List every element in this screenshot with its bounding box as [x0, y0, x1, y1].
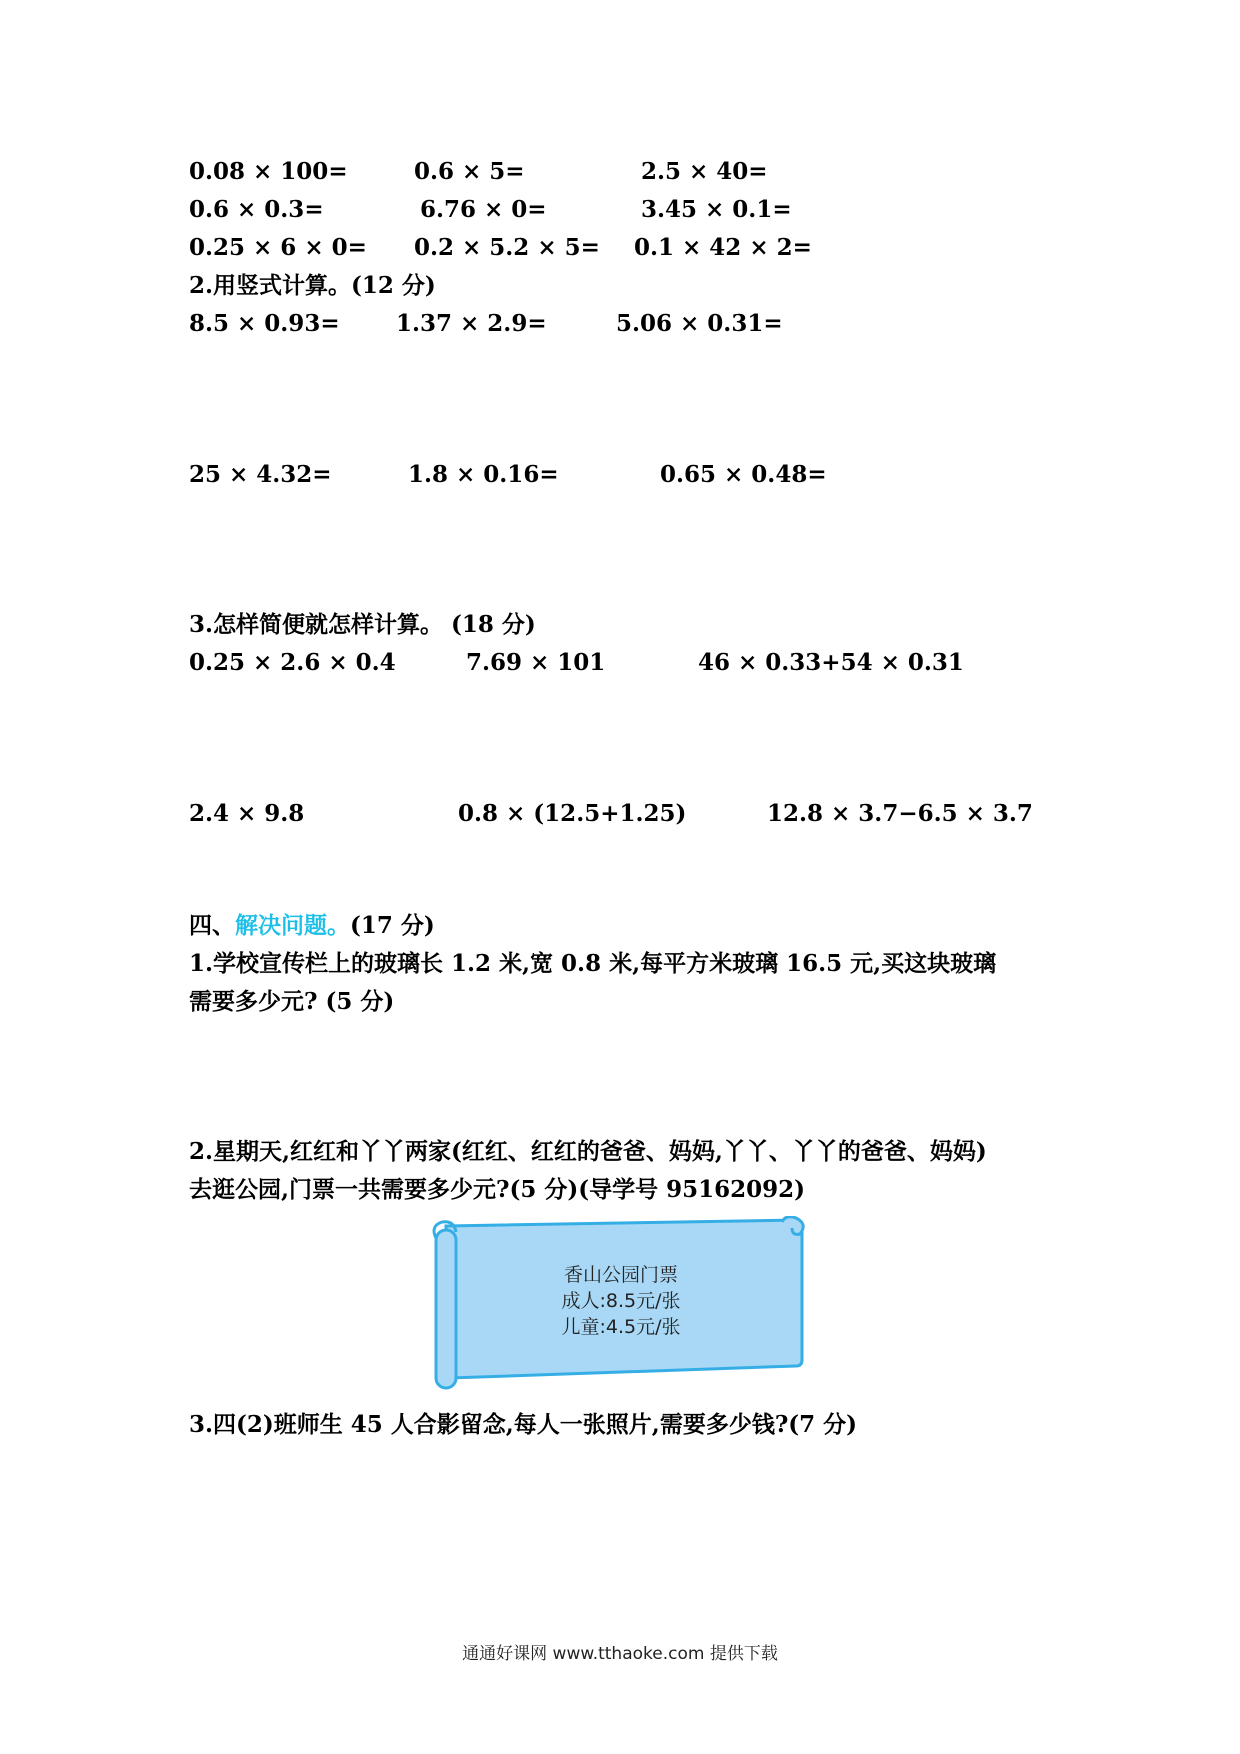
vertical-calc-2-1: 25 × 4.32= [189, 461, 332, 488]
problem-2-line-1: 2.星期天,红红和丫丫两家(红红、红红的爸爸、妈妈,丫丫、丫丫的爸爸、妈妈) [189, 1138, 987, 1165]
vertical-calc-1-3: 5.06 × 0.31= [616, 310, 783, 337]
simplify-calc-2-3: 12.8 × 3.7−6.5 × 3.7 [767, 800, 1033, 827]
vertical-calc-1-1: 8.5 × 0.93= [189, 310, 340, 337]
problem-2-line-2: 去逛公园,门票一共需要多少元?(5 分)(导学号 95162092) [189, 1176, 806, 1203]
simplify-calc-1-2: 7.69 × 101 [466, 649, 606, 676]
oral-calc-1-2: 0.6 × 5= [414, 158, 525, 185]
vertical-calc-1-2: 1.37 × 2.9= [396, 310, 547, 337]
oral-calc-2-3: 3.45 × 0.1= [641, 196, 792, 223]
section-four-prefix: 四、 [189, 912, 235, 939]
ticket-title: 香山公园门票 [563, 1264, 678, 1286]
simplify-calc-2-2: 0.8 × (12.5+1.25) [458, 800, 687, 827]
simplify-calc-1-3: 46 × 0.33+54 × 0.31 [698, 649, 964, 676]
ticket-child-price: 儿童:4.5元/张 [561, 1316, 681, 1338]
oral-calc-2-1: 0.6 × 0.3= [189, 196, 324, 223]
oral-calc-3-1: 0.25 × 6 × 0= [189, 234, 367, 261]
problem-3: 3.四(2)班师生 45 人合影留念,每人一张照片,需要多少钱?(7 分) [189, 1411, 858, 1438]
vertical-calc-2-3: 0.65 × 0.48= [660, 461, 827, 488]
ticket-scroll [430, 1216, 812, 1392]
oral-calc-3-3: 0.1 × 42 × 2= [634, 234, 812, 261]
section-four-points: (17 分) [350, 912, 435, 939]
oral-calc-3-2: 0.2 × 5.2 × 5= [414, 234, 600, 261]
footer-download-note: 通通好课网 www.tthaoke.com 提供下载 [462, 1644, 778, 1664]
vertical-calc-2-2: 1.8 × 0.16= [408, 461, 559, 488]
problem-1-line-1: 1.学校宣传栏上的玻璃长 1.2 米,宽 0.8 米,每平方米玻璃 16.5 元,买这块玻璃 [189, 950, 997, 977]
section-four-heading [189, 912, 435, 940]
ticket-adult-price: 成人:8.5元/张 [561, 1290, 681, 1312]
problem-1-line-2: 需要多少元? (5 分) [189, 988, 395, 1015]
simplify-calc-2-1: 2.4 × 9.8 [189, 800, 305, 827]
simplify-calc-heading: 3.怎样简便就怎样计算。 (18 分) [189, 611, 536, 638]
simplify-calc-1-1: 0.25 × 2.6 × 0.4 [189, 649, 396, 676]
oral-calc-1-3: 2.5 × 40= [641, 158, 768, 185]
oral-calc-2-2: 6.76 × 0= [420, 196, 547, 223]
section-four-title: 解决问题。 [235, 912, 350, 939]
vertical-calc-heading: 2.用竖式计算。(12 分) [189, 272, 436, 299]
oral-calc-1-1: 0.08 × 100= [189, 158, 348, 185]
